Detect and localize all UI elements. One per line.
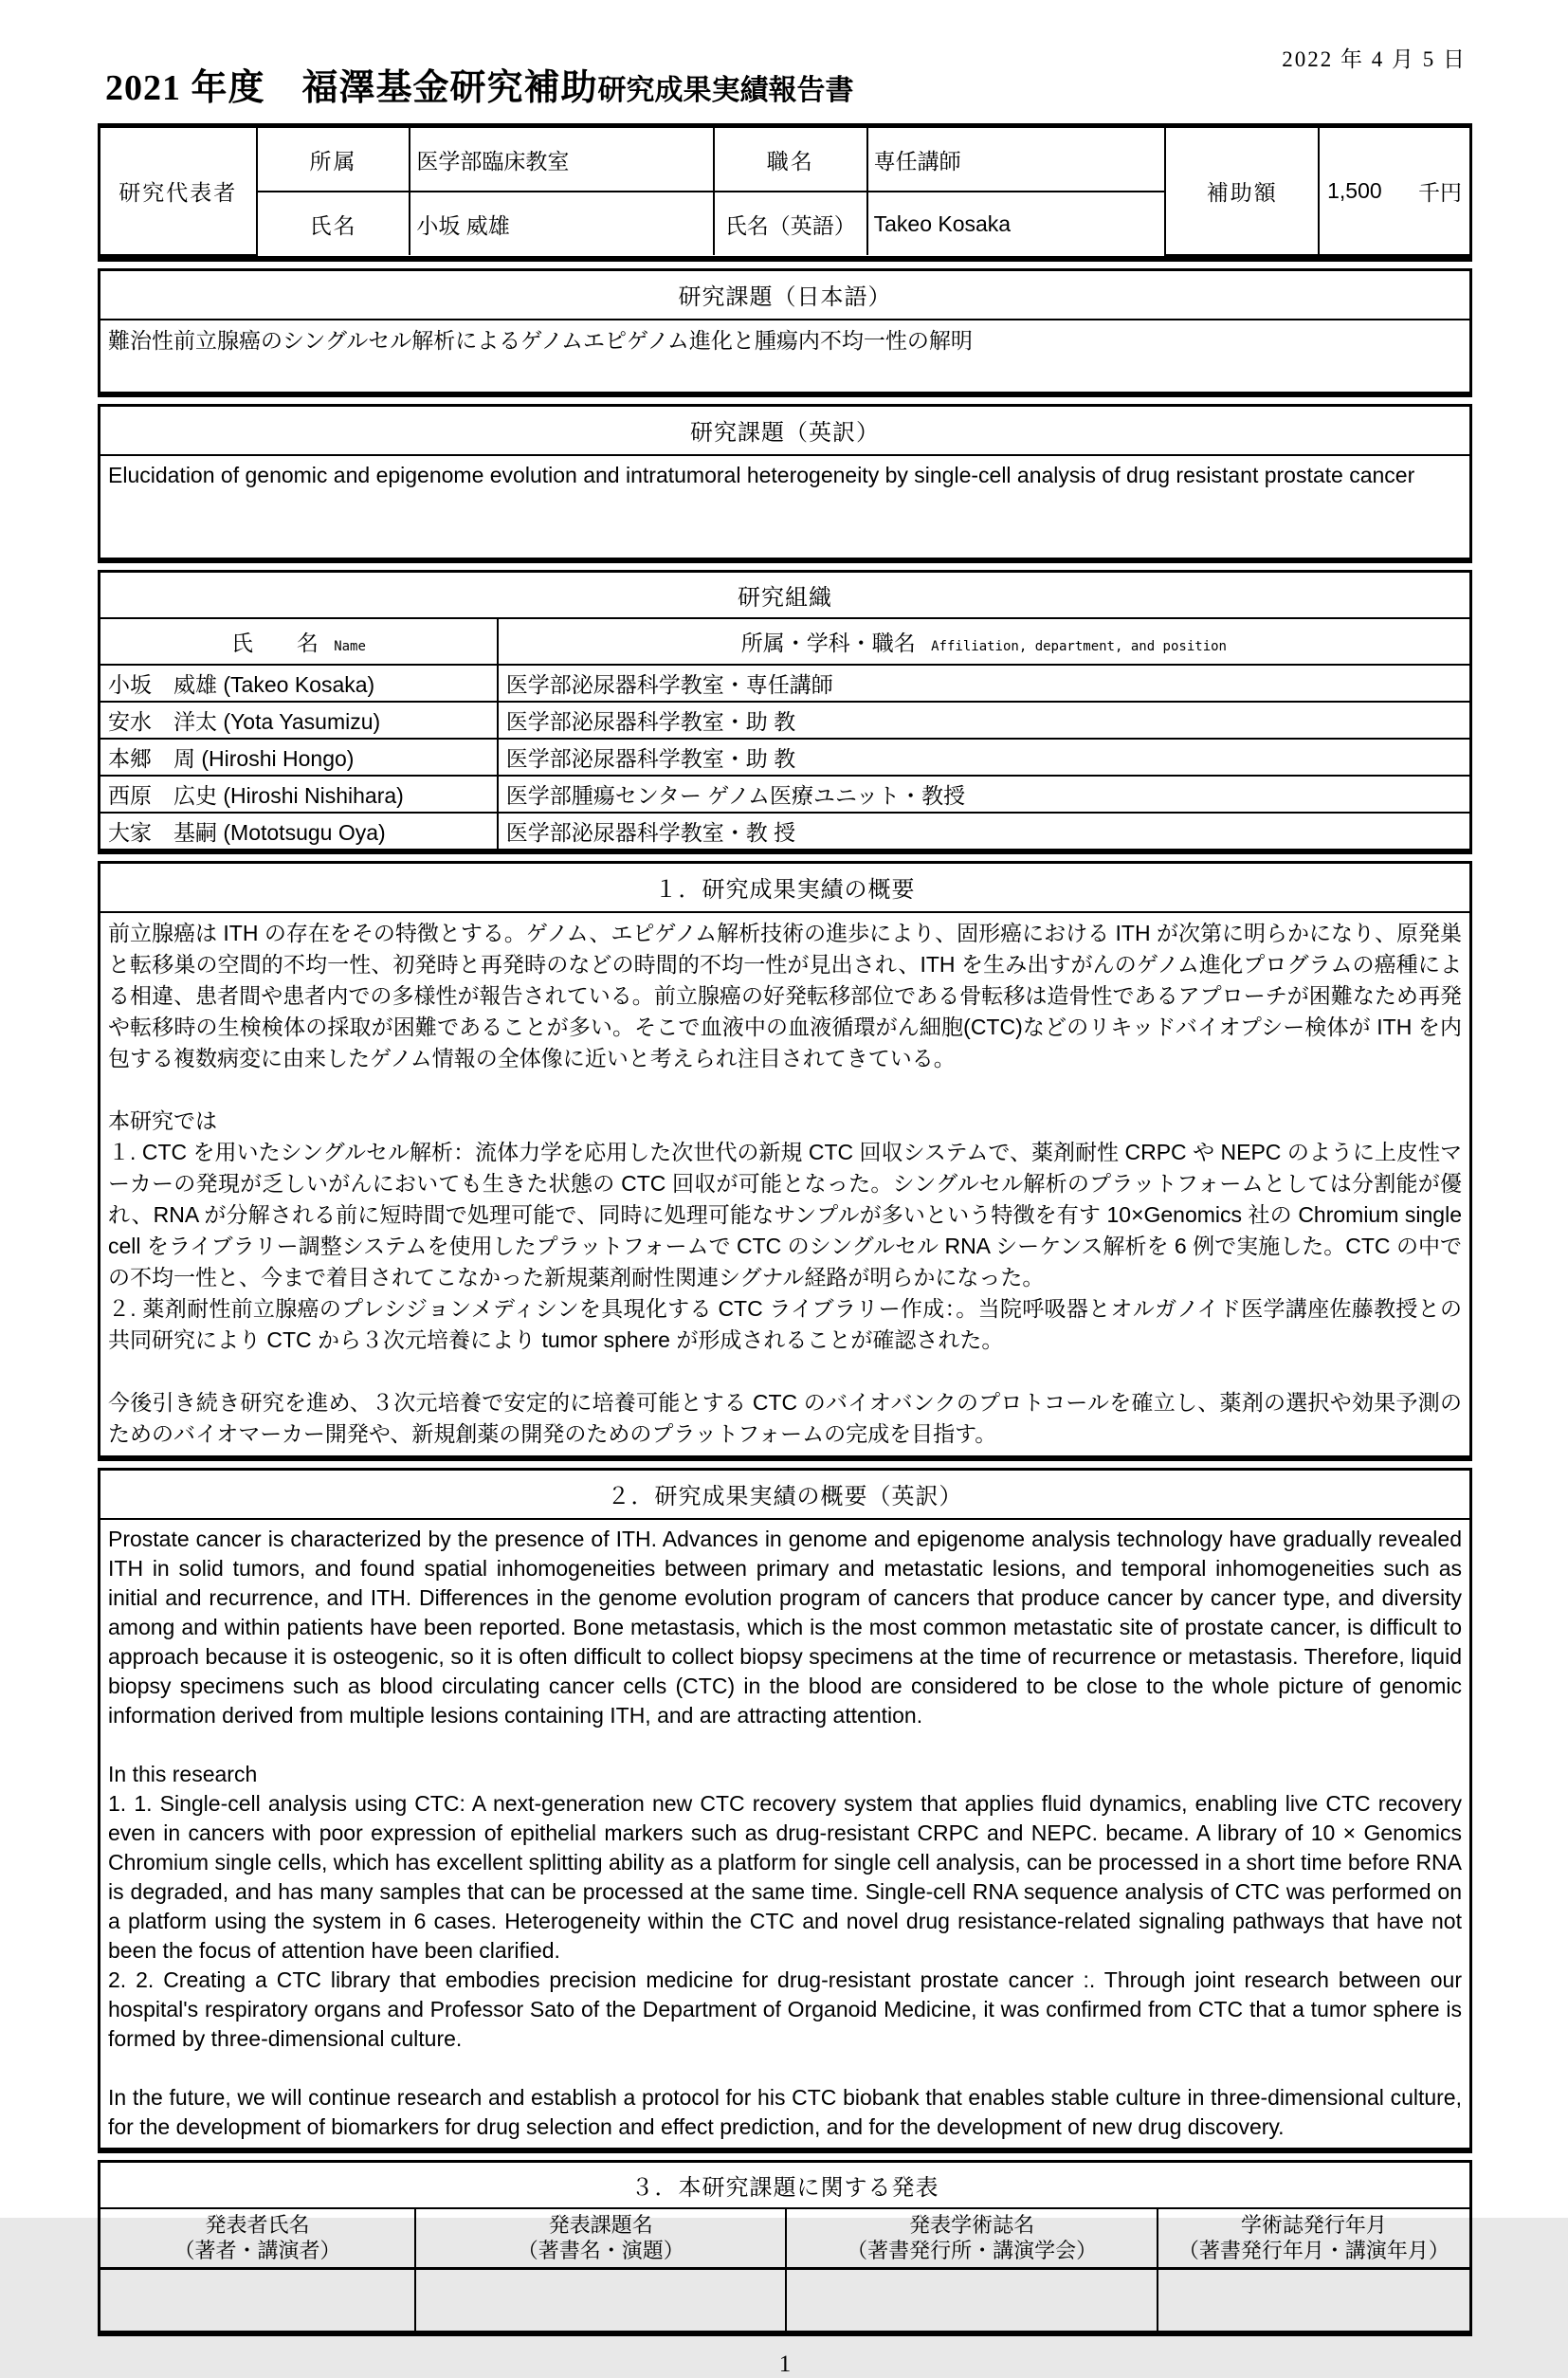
summary-ja-content (100, 913, 1469, 1455)
name-en-value: Takeo Kosaka (867, 192, 1166, 255)
organization-table (100, 619, 1469, 849)
organization-header: 研究組織 (100, 573, 1469, 619)
publications-col-subtitle: （著書名・演題） (517, 2239, 684, 2263)
position-label: 職名 (714, 128, 867, 192)
blank-line (108, 1074, 1462, 1106)
organization-col-affiliation (498, 619, 1469, 665)
member-affiliation: 医学部泌尿器科学教室・助 教 (498, 739, 1469, 776)
subsidy-value-cell (1319, 128, 1469, 255)
member-name: 大家 基嗣 (Mototsugu Oya) (100, 813, 498, 849)
publications-col-subtitle: （著書発行年月・講演年月） (1177, 2239, 1449, 2263)
publications-col-subtitle: （著書発行所・講演学会） (847, 2239, 1098, 2263)
member-row (100, 813, 1469, 849)
summary-ja-section (98, 861, 1472, 1461)
topic-ja-content: 難治性前立腺癌のシングルセル解析によるゲノムエピゲノム進化と腫瘍内不均一性の解明 (108, 328, 973, 353)
summary-en-content (100, 1520, 1469, 2148)
name-label: 氏名 (257, 192, 410, 255)
publications-col-subtitle: （著者・講演者） (173, 2239, 341, 2263)
organization-col-name-en: Name (334, 639, 366, 654)
topic-ja-section (98, 268, 1472, 397)
subsidy-amount: 1,500 (1327, 178, 1382, 203)
summary-en-paragraph: In this research (108, 1762, 258, 1786)
doc-title-main: 2021 年度 福澤基金研究補助 (105, 68, 598, 108)
summary-ja-paragraph: 前立腺癌は ITH の存在をその特徴とする。ゲノム、エピゲノム解析技術の進歩により、固形癌における ITH が次第に明らかになり、原発巣と転移巣の空間的不均一性、初発時と再発時のなどの時間的不均一性が見出され、ITH を生み出すがんのゲノム進化プログラムの癌種による相違、患者間や患者内での多様性が報告されている。前立腺癌の好発転移部位である骨転移は造骨性であるアプローチが困難なため再発や転移時の生検検体の採取が困難であることが多い。そこで血液中の血液循環がん細胞(CTC)などのリキッドバイオプシー検体が ITH を内包する複数病変に由来したゲノム情報の全体像に近いと考えられ注目されてきている。 (108, 921, 1462, 1070)
member-name: 西原 広史 (Hiroshi Nishihara) (100, 776, 498, 813)
representative-row-1 (100, 128, 1469, 192)
member-row (100, 739, 1469, 776)
summary-en-paragraph: 1. 1. Single-cell analysis using CTC: A next-generation new CTC recovery system that applies fluid dynamics, enabling live CTC recovery even in cancers with poor expression of epithelial markers such as drug-resistant CRPC and NEPC. became. A library of 10 × Genomics Chromium single cells, which has excellent splitting ability as a platform for single cell analysis, can be processed in a short time before RNA is degraded, and has many samples that can be processed at the same time. Single-cell RNA sequence analysis of CTC was performed on a platform using the system in 6 cases. Heterogeneity within the CTC and novel drug resistance-related signaling pathways that have not been the focus of attention have been clarified. (108, 1791, 1462, 1963)
member-name: 小坂 威雄 (Takeo Kosaka) (100, 665, 498, 702)
name-en-label: 氏名（英語） (714, 192, 867, 255)
organization-col-name-ja: 氏 名 (230, 631, 319, 655)
member-affiliation: 医学部泌尿器科学教室・教 授 (498, 813, 1469, 849)
publications-empty-cell (1158, 2268, 1469, 2331)
member-name: 安水 洋太 (Yota Yasumizu) (100, 702, 498, 739)
publications-col-title: 発表者氏名 (205, 2213, 310, 2238)
publications-col-title: 発表学術誌名 (909, 2213, 1035, 2238)
organization-section (98, 570, 1472, 854)
organization-col-name (100, 619, 498, 665)
member-name: 本郷 周 (Hiroshi Hongo) (100, 739, 498, 776)
publications-section (98, 2160, 1472, 2336)
publications-empty-cell (786, 2268, 1157, 2331)
publications-header: ３．本研究課題に関する発表 (100, 2163, 1469, 2209)
topic-ja-header: 研究課題（日本語） (100, 271, 1469, 320)
position-value: 専任講師 (867, 128, 1166, 192)
blank-line (108, 1356, 1462, 1387)
summary-ja-paragraph: 今後引き続き研究を進め、３次元培養で安定的に培養可能とする CTC のバイオバンクのプロトコールを確立し、薬剤の選択や効果予測のためのバイオマーカー開発や、新規創薬の開発のためのプラットフォームの完成を目指す。 (108, 1390, 1462, 1446)
doc-title-sub: 研究成果実績報告書 (597, 75, 854, 106)
summary-ja-paragraph: １. CTC を用いたシングルセル解析：流体力学を応用した次世代の新規 CTC 回収システムで、薬剤耐性 CRPC や NEPC のように上皮性マーカーの発現が乏しいがんにおいても生きた状態の CTC 回収が可能となった。シングルセル解析のプラットフォームとしては分割能が優れ、RNA が分解される前に短時間で処理可能で、同時に処理可能なサンプルが多いという特徴を有す 10×Genomics 社の Chromium single cell をライブラリー調整システムを使用したプラットフォームで CTC のシングルセル RNA シーケンス解析を 6 例で実施した。CTC の中での不均一性と、今まで着目されてこなかった新規薬剤耐性関連シグナル経路が明らかになった。 (108, 1140, 1462, 1290)
affiliation-label: 所属 (257, 128, 410, 192)
subsidy-label: 補助額 (1165, 128, 1319, 255)
topic-en-header: 研究課題（英訳） (100, 407, 1469, 456)
member-row (100, 665, 1469, 702)
representative-row-label: 研究代表者 (100, 128, 257, 255)
representative-section (98, 123, 1472, 262)
topic-en-section (98, 404, 1472, 563)
publications-col-title: 発表課題名 (548, 2213, 653, 2238)
page-title (105, 58, 1472, 110)
summary-ja-paragraph: ２. 薬剤耐性前立腺癌のプレシジョンメディシンを具現化する CTC ライブラリー作成：。当院呼吸器とオルガノイド医学講座佐藤教授との共同研究により CTC から３次元培養により tumor sphere が形成されることが確認された。 (108, 1296, 1462, 1352)
affiliation-value: 医学部臨床教室 (410, 128, 714, 192)
summary-en-paragraph: In the future, we will continue research and establish a protocol for his CTC biobank that enables stable culture in three-dimensional culture, for the development of biomarkers for drug selection and effect prediction, and for the development of new drug discovery. (108, 2085, 1462, 2139)
summary-en-paragraph: Prostate cancer is characterized by the presence of ITH. Advances in genome and epigenome analysis technology have gradually revealed ITH in solid tumors, and found spatial inhomogeneities between primary and metastatic lesions, and temporal inhomogeneities such as initial and recurrence, and ITH. Differences in the genome evolution program of cancers that produce cancer by cancer type, and diversity among and within patients have been reported. Bone metastasis, which is the most common metastatic site of prostate cancer, is difficult to approach because it is osteogenic, so it is often difficult to collect biopsy specimens at the time of recurrence or metastasis. Therefore, liquid biopsy specimens such as blood circulating cancer cells (CTC) in the blood are considered to be close to the whole picture of genomic information derived from multiple lesions containing ITH, and are attracting attention. (108, 1527, 1462, 1728)
name-value: 小坂 威雄 (410, 192, 714, 255)
organization-col-affiliation-ja: 所属・学科・職名 (740, 631, 916, 655)
page-number: 1 (778, 2351, 792, 2377)
organization-header-row (100, 619, 1469, 665)
summary-en-header: ２．研究成果実績の概要（英訳） (100, 1471, 1469, 1520)
publications-empty-row (100, 2268, 1469, 2331)
subsidy-unit: 千円 (1418, 180, 1462, 205)
publications-col-author (100, 2209, 415, 2268)
member-affiliation: 医学部腫瘍センター ゲノム医療ユニット・教授 (498, 776, 1469, 813)
document-date: 2022 年 4 月 5 日 (1282, 47, 1467, 71)
member-row (100, 702, 1469, 739)
publications-header-row (100, 2209, 1469, 2268)
blank-line (108, 2054, 1462, 2083)
summary-ja-header: １．研究成果実績の概要 (100, 864, 1469, 913)
publications-col-title: 学術誌発行年月 (1240, 2213, 1387, 2238)
publications-table (100, 2209, 1469, 2331)
representative-table (100, 128, 1469, 256)
summary-ja-paragraph: 本研究では (108, 1108, 217, 1133)
summary-en-paragraph: 2. 2. Creating a CTC library that embodies precision medicine for drug-resistant prostate cancer :. Through joint research between our hospital's respiratory organs and Professor Sato of the Department of Organoid Medicine, it was confirmed from CTC that a tumor sphere is formed by three-dimensional culture. (108, 1967, 1462, 2051)
blank-line (108, 1730, 1462, 1760)
publications-col-topic (415, 2209, 786, 2268)
member-affiliation: 医学部泌尿器科学教室・助 教 (498, 702, 1469, 739)
organization-col-affiliation-en: Affiliation, department, and position (931, 639, 1227, 654)
summary-en-section (98, 1468, 1472, 2153)
member-affiliation: 医学部泌尿器科学教室・専任講師 (498, 665, 1469, 702)
publications-empty-cell (415, 2268, 786, 2331)
topic-en-content: Elucidation of genomic and epigenome evolution and intratumoral heterogeneity by single-cell analysis of drug resistant prostate cancer (108, 463, 1415, 487)
publications-col-date (1158, 2209, 1469, 2268)
publications-col-journal (786, 2209, 1157, 2268)
publications-empty-cell (100, 2268, 415, 2331)
member-row (100, 776, 1469, 813)
